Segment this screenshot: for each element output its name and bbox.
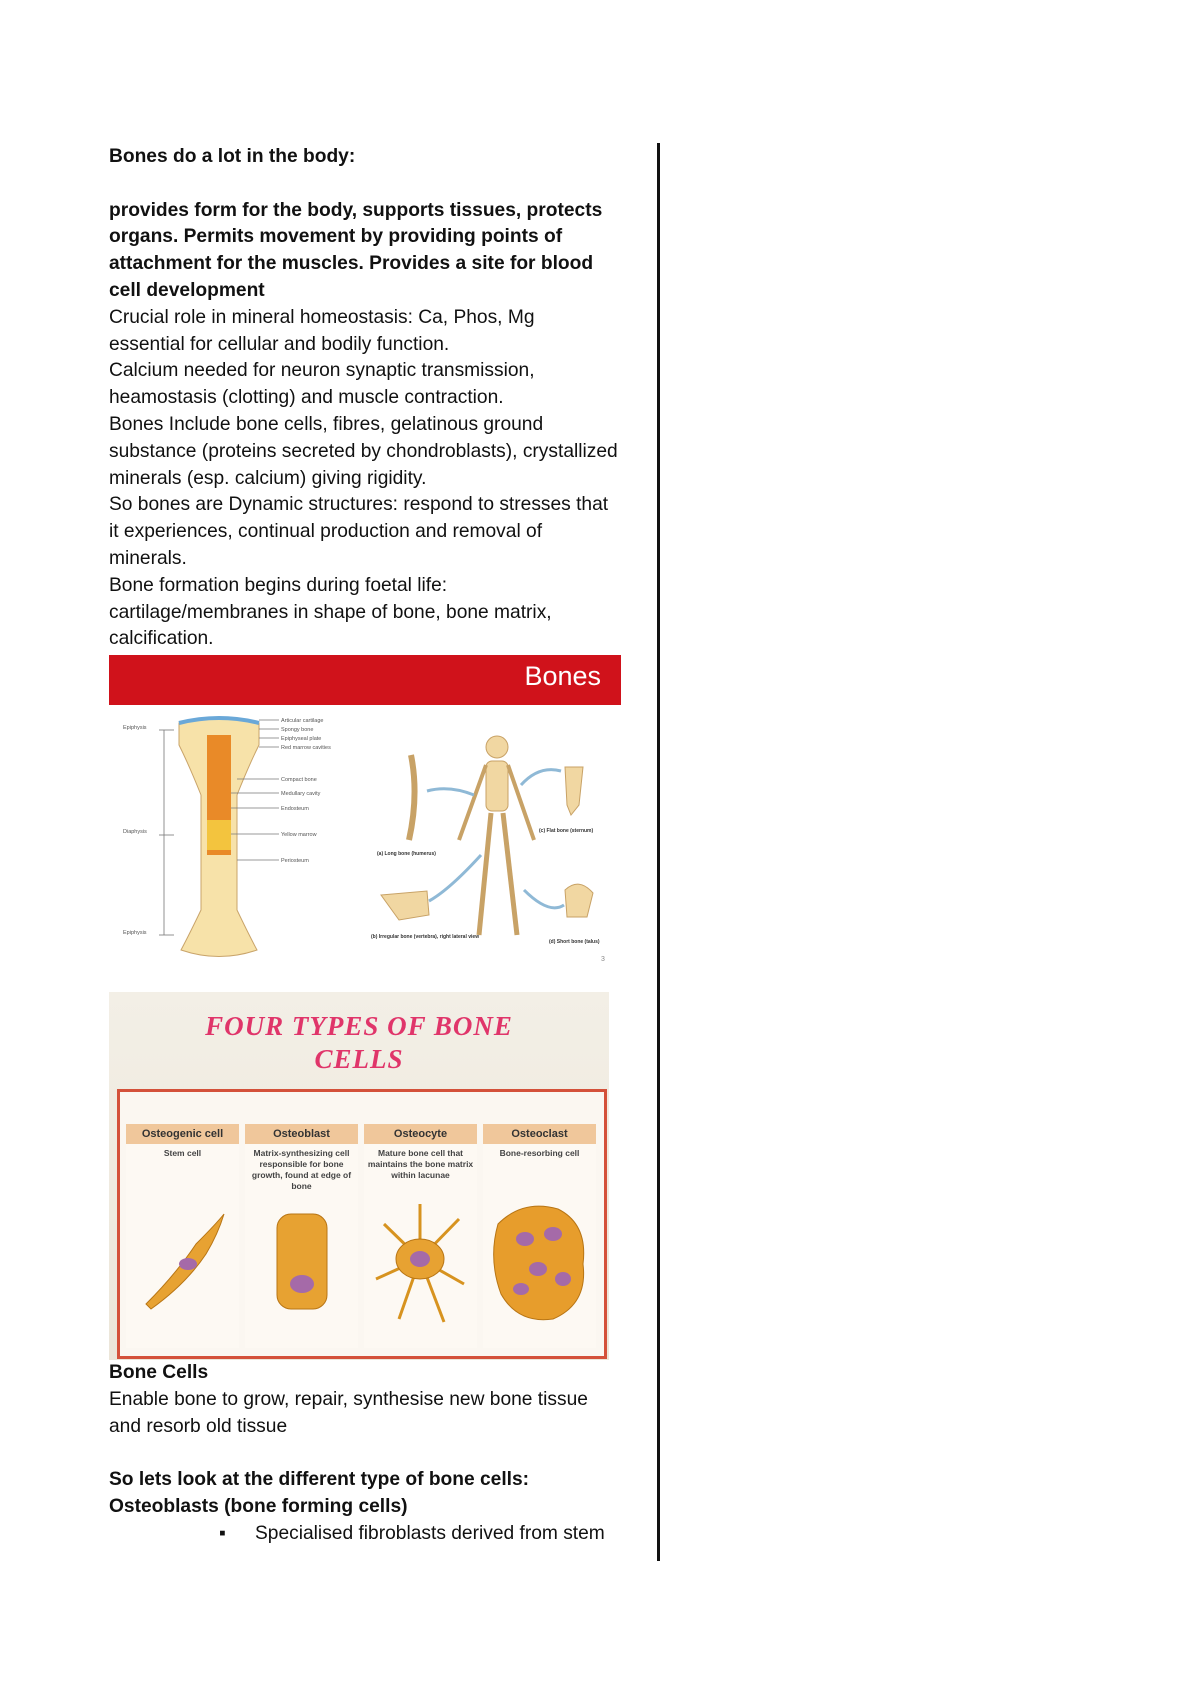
bone-label: Epiphysis [123,725,147,732]
bone-label: Endosteum [281,806,309,813]
cell-description: Stem cell [163,1148,202,1159]
osteocyte-illustration [364,1184,477,1334]
cell-description: Matrix-synthesizing cell responsible for bone growth, found at edge of bone [251,1148,352,1192]
bullet-item [109,1521,649,1548]
bone-label: Compact bone [281,777,317,784]
bone-label: Articular cartilage [281,718,324,725]
bones-slide-title: Bones [524,661,601,692]
cell-name: Osteogenic cell [126,1124,239,1144]
cell-description: Mature bone cell that maintains the bone matrix within lacunae [367,1148,474,1181]
osteoclast-illustration [483,1184,596,1334]
bone-cells-slide-image [109,992,609,1360]
bone-label: Diaphysis [123,829,147,836]
intro-line: So bones are Dynamic structures: respond to stresses that [109,494,609,516]
bones-slide-title-band [109,655,621,705]
cell-name: Osteocyte [364,1124,477,1144]
intro-line: Calcium needed for neuron synaptic transmission, [109,360,535,382]
skeleton-label: (c) Flat bone (sternum) [539,828,594,835]
column-divider [657,143,660,1561]
bone-label: Red marrow cavities [281,745,331,752]
intro-line: substance (proteins secreted by chondroblasts), crystallized [109,440,618,462]
bone-cell-types-heading: So lets look at the different type of bone cells: [109,1469,530,1491]
cell-column-osteoclast [483,1124,596,1348]
intro-line: heamostasis (clotting) and muscle contraction. [109,387,504,409]
intro-line: minerals (esp. calcium) giving rigidity. [109,467,427,489]
bullet-text: Specialised fibroblasts derived from stem [255,1522,605,1544]
slide-page-number: 3 [601,956,605,964]
cell-column-osteoblast [245,1124,358,1348]
bone-label: Medullary cavity [281,791,321,798]
bones-slide-image [109,655,621,990]
skeleton-label: (d) Short bone (talus) [549,939,600,946]
osteoblasts-heading: Osteoblasts (bone forming cells) [109,1496,408,1518]
intro-line: essential for cellular and bodily function. [109,333,450,355]
osteogenic-cell-illustration [126,1184,239,1334]
bone-label: Spongy bone [281,727,314,734]
intro-line: minerals. [109,547,187,569]
intro-bold-line: cell development [109,279,265,301]
intro-line: calcification. [109,628,214,650]
bone-anatomy-illustration [109,705,621,990]
bone-cells-line: Enable bone to grow, repair, synthesise new bone tissue [109,1388,588,1410]
text-column [109,144,649,1548]
skeleton-label: (a) Long bone (humerus) [377,851,436,858]
bone-label: Periosteum [281,858,309,865]
intro-heading: Bones do a lot in the body: [109,146,356,167]
intro-bold-line: attachment for the muscles. Provides a site for blood [109,253,594,275]
bone-label: Epiphyseal plate [281,736,322,743]
bone-cells-line: and resorb old tissue [109,1415,288,1437]
bullet-marker: ▪ [219,1522,226,1544]
bone-label: Epiphysis [123,930,147,937]
intro-line: cartilage/membranes in shape of bone, bone matrix, [109,601,552,623]
intro-line: Bones Include bone cells, fibres, gelatinous ground [109,413,544,435]
intro-line: it experiences, continual production and removal of [109,521,543,543]
intro-bold-line: organs. Permits movement by providing points of [109,226,563,248]
cell-description: Bone-resorbing cell [499,1148,580,1159]
bone-cells-slide-title [109,1010,609,1076]
intro-line: Bone formation begins during foetal life: [109,574,448,596]
bone-cells-heading: Bone Cells [109,1362,209,1384]
bone-cells-frame [117,1089,607,1359]
intro-bold-line: provides form for the body, supports tissues, protects [109,199,603,221]
skeleton-label: (b) Irregular bone (vertebra), right lateral view [371,934,480,941]
bone-cells-title-line: CELLS [314,1044,404,1075]
intro-line: Crucial role in mineral homeostasis: Ca, Phos, Mg [109,306,535,328]
bone-label: Yellow marrow [281,832,317,839]
cell-column-osteocyte [364,1124,477,1348]
cell-name: Osteoclast [483,1124,596,1144]
bone-cells-title-line: FOUR TYPES OF BONE [205,1011,513,1042]
cell-name: Osteoblast [245,1124,358,1144]
cell-column-osteogenic [126,1124,239,1348]
osteoblast-illustration [245,1184,358,1334]
